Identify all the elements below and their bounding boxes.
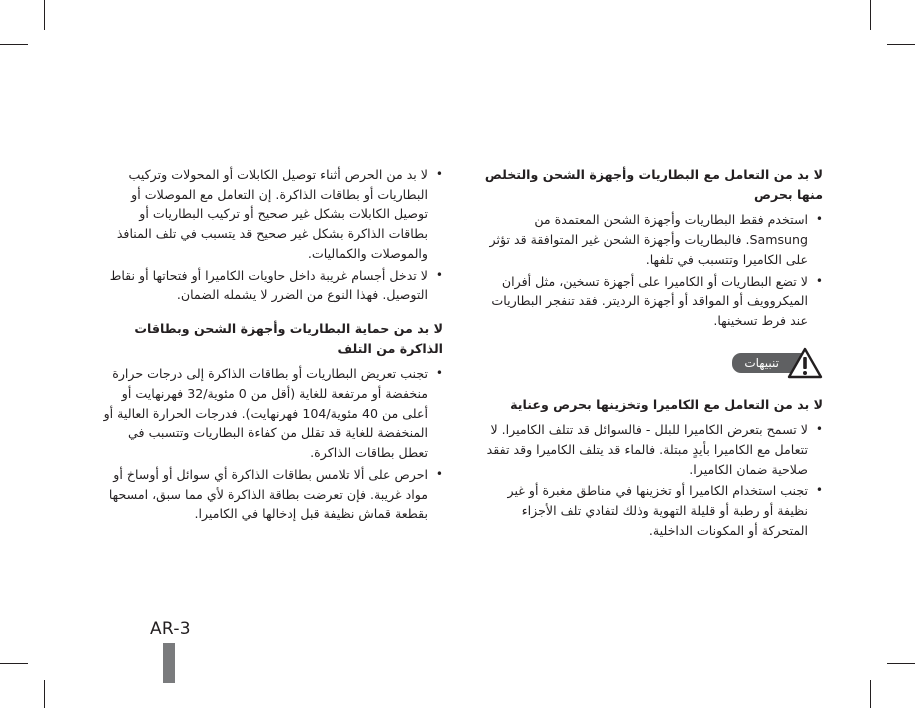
crop-mark-top-left-horizontal	[0, 44, 28, 45]
section-heading-protect-batteries: لا بد من حماية البطاريات وأجهزة الشحن وبطاقات الذاكرة من التلف	[134, 320, 443, 356]
list-item: • لا تضع البطاريات أو الكاميرا على أجهزة تسخين، مثل أفران الميكروويف أو المواقد أو أجهزة الرديتر. فقد تنفجر البطاريات عند فرط تسخينها.	[477, 272, 823, 331]
crop-mark-bottom-right-vertical	[870, 680, 871, 708]
crop-mark-bottom-right-horizontal	[887, 663, 915, 664]
list-item: • لا بد من الحرص أثناء توصيل الكابلات أو المحولات وتركيب البطاريات أو بطاقات الذاكرة. إن التعامل مع الموصلات أو توصيل الكابلات بشكل غير صحيح أو تركيب البطاريات أو بطاقات الذاكرة بشكل غير صحيح قد يتسبب في تلف المنافذ والموصلات والكماليات.	[98, 165, 443, 264]
crop-mark-bottom-left-horizontal	[0, 663, 28, 664]
protect-batteries-list	[98, 364, 443, 524]
crop-mark-top-right-horizontal	[887, 44, 915, 45]
crop-mark-top-right-vertical	[870, 0, 871, 30]
cable-handling-list	[98, 165, 443, 305]
notice-badge	[477, 349, 823, 377]
page-number: AR-3	[150, 619, 191, 639]
right-column	[477, 165, 823, 543]
notice-label: تنبيهات	[732, 353, 809, 373]
warning-icon	[787, 347, 823, 379]
crop-mark-bottom-left-vertical	[44, 680, 45, 708]
left-column	[98, 165, 443, 526]
list-item: • تجنب استخدام الكاميرا أو تخزينها في مناطق مغبرة أو غير نظيفة أو رطبة أو قليلة التهوية وذلك لتفادي تلف الأجزاء المتحركة أو المكونات الداخلية.	[477, 481, 823, 540]
list-item: • لا تدخل أجسام غريبة داخل حاويات الكاميرا أو فتحاتها أو نقاط التوصيل. فهذا النوع من الضرر لا يشمله الضمان.	[98, 266, 443, 305]
section-heading-battery-handling: لا بد من التعامل مع البطاريات وأجهزة الشحن والتخلص منها بحرص	[484, 167, 823, 202]
battery-handling-list	[477, 210, 823, 330]
page-tab-marker	[163, 643, 175, 683]
list-item: • لا تسمح بتعرض الكاميرا للبلل - فالسوائل قد تتلف الكاميرا. لا تتعامل مع الكاميرا بأيدٍ مبتلة. فالماء قد يتلف الكاميرا وقد تفقد صلاحية ضمان الكاميرا.	[477, 420, 823, 479]
camera-handling-list	[477, 420, 823, 540]
list-item: • تجنب تعريض البطاريات أو بطاقات الذاكرة إلى درجات حرارة منخفضة أو مرتفعة للغاية (أقل من 0 مئوية/32 فهرنهايت أو أعلى من 40 مئوية/104 فهرنهايت). فدرجات الحرارة العالية أو المنخفضة للغاية قد تقلل من كفاءة البطاريات وتتسبب في تعطل بطاقات الذاكرة.	[98, 364, 443, 463]
crop-mark-top-left-vertical	[44, 0, 45, 30]
section-heading-camera-handling: لا بد من التعامل مع الكاميرا وتخزينها بحرص وعناية	[510, 396, 823, 412]
list-item: • استخدم فقط البطاريات وأجهزة الشحن المعتمدة من Samsung. فالبطاريات وأجهزة الشحن غير المتوافقة قد تؤثر على الكاميرا وتتسبب في تلفها.	[477, 210, 823, 269]
list-item: • احرص على ألا تلامس بطاقات الذاكرة أي سوائل أو أوساخ أو مواد غريبة. فإن تعرضت بطاقة الذاكرة لأي مما سبق، امسحها بقطعة قماش نظيفة قبل إدخالها في الكاميرا.	[98, 465, 443, 524]
